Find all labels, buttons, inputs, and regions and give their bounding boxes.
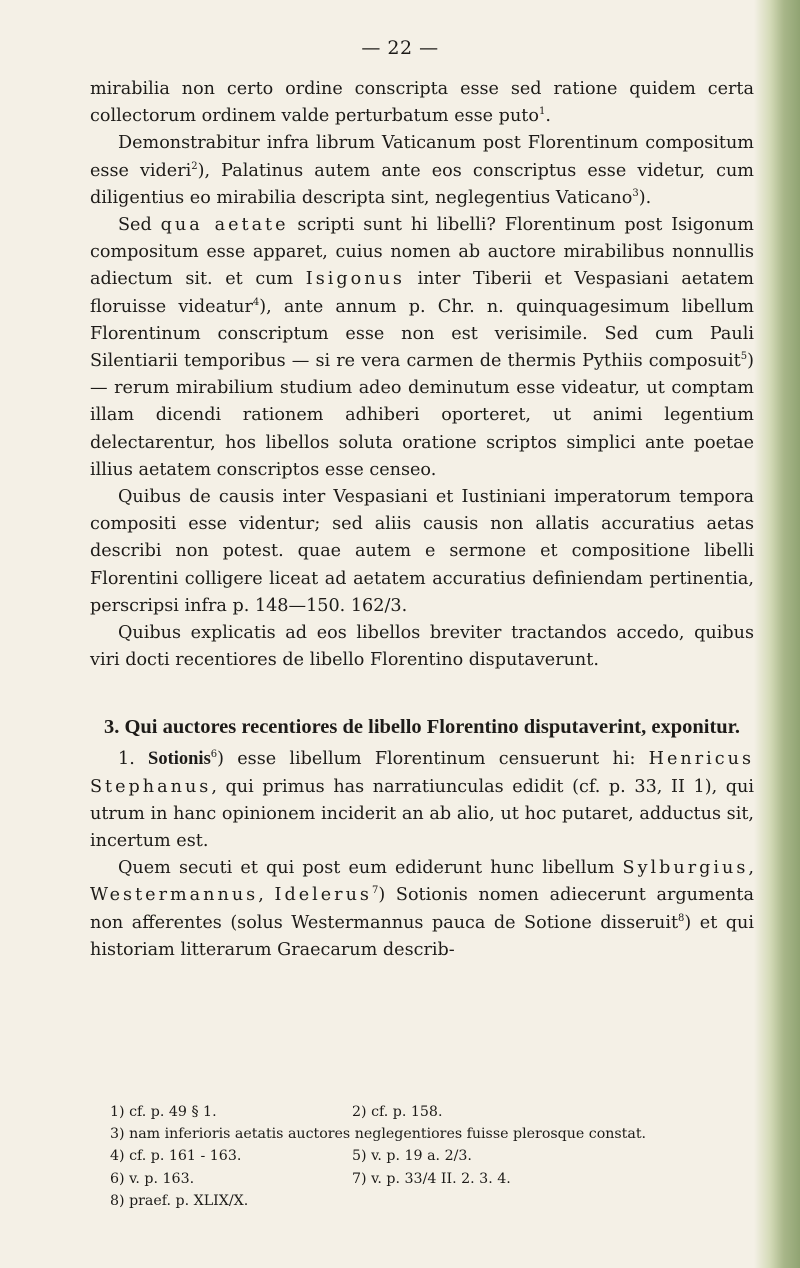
main-text: [90, 76, 754, 964]
paragraph-4: Quibus de causis inter Vespasiani et Iustiniani imperatorum tempora compositi esse videntur; sed aliis causis non allatis accuratius aetas describi non potest. quae autem e sermone et compositione libelli Florentini colligere liceat ad aetatem accuratius definiendam pertinentia, perscripsi infra p. 148—150. 162/3.: [90, 487, 754, 616]
spaced-name: Sylburgius: [622, 858, 749, 879]
paragraph-3: Sed qua aetate scripti sunt hi libelli? Florentinum post Isigonum compositum esse apparet, cuius nomen ab auctore mirabilibus nonnullis adiectum sit. et cum Isigonus inter Tiberii et Vespasiani aetatem floruisse videatur$^4$), ante annum p. Chr. n. quinquagesimum libellum Florentinum conscriptum esse non est verisimile. Sed cum Pauli Silentiarii temporibus — si re vera carmen de thermis Pythiis composuit$^5$) — rerum mirabilium studium adeo deminutum esse videatur, ut comptam illam dicendi rationem adhiberi oporteret, ut animi legentium delectarentur, hos libellos soluta oratione scriptos simplici ante poetae illius aetatem conscriptos esse censeo.: [90, 215, 754, 480]
footnote-ref: 2: [191, 160, 198, 172]
page-edge-stain: [754, 0, 800, 1268]
footnote-ref: 1: [538, 106, 546, 118]
paragraph-2: Demonstrabitur infra librum Vaticanum post Florentinum compositum esse videri$^2$), Palatinus autem ante eos conscriptus esse videtur, cum diligentius eo mirabilia descripta sint, neglegentius Vaticano$^3$).: [90, 133, 754, 208]
footnote-ref: 6: [210, 749, 218, 761]
paragraph-1: mirabilia non certo ordine conscripta esse sed ratione quidem certa collectorum ordinem valde perturbatum esse puto$^1$.: [90, 79, 754, 127]
paragraph-6: 1. Sotionis$^6$) esse libellum Florentinum censuerunt hi: Henricus Stephanus, qui primus has narratiunculas edidit (cf. p. 33, II 1), qui utrum in hanc opinionem inciderit an ab alio, ut hoc putaret, adductus sit, incertum est.: [90, 749, 754, 852]
footnote-row: 8) praef. p. XLIX/X.: [110, 1192, 249, 1209]
footnote-ref: 8: [678, 912, 685, 924]
section-heading: 3. Qui auctores recentiores de libello Florentino disputaverint, exponitur.: [103, 716, 741, 739]
footnotes: [110, 1101, 760, 1212]
footnote-row: 4) cf. p. 161 - 163. 5) v. p. 19 a. 2/3.: [110, 1148, 472, 1165]
footnote-row: 1) cf. p. 49 § 1. 2) cf. p. 158.: [110, 1104, 443, 1120]
footnote-ref: 4: [252, 296, 260, 308]
bold-name: Sotionis: [148, 749, 211, 770]
spaced-text: qua aetate: [160, 215, 289, 236]
footnote-ref: 7: [371, 885, 379, 897]
footnote-ref: 3: [632, 187, 639, 199]
paragraph-5: Quibus explicatis ad eos libellos breviter tractandos accedo, quibus viri docti recentiores de libello Florentino disputaverunt.: [90, 623, 754, 671]
page-number: — 22 —: [361, 37, 439, 59]
spaced-name: Henricus Stephanus: [90, 749, 754, 797]
footnote-ref: 5: [740, 351, 748, 363]
spaced-name: Isigonus: [305, 269, 405, 290]
footnote-row: 6) v. p. 163. 7) v. p. 33/4 II. 2. 3. 4.: [110, 1170, 511, 1187]
paragraph-7: Quem secuti et qui post eum ediderunt hunc libellum Sylburgius, Westermannus, Idelerus$^7$) Sotionis nomen adiecerunt argumenta non afferentes (solus Westermannus pauca de Sotione disseruit$^8$) et qui historiam litterarum Graecarum describ-: [90, 858, 754, 960]
footnote-row: 3) nam inferioris aetatis auctores neglegentiores fuisse plerosque constat.: [110, 1126, 647, 1143]
spaced-name: Westermannus: [90, 885, 259, 906]
spaced-name: Idelerus: [274, 885, 372, 906]
